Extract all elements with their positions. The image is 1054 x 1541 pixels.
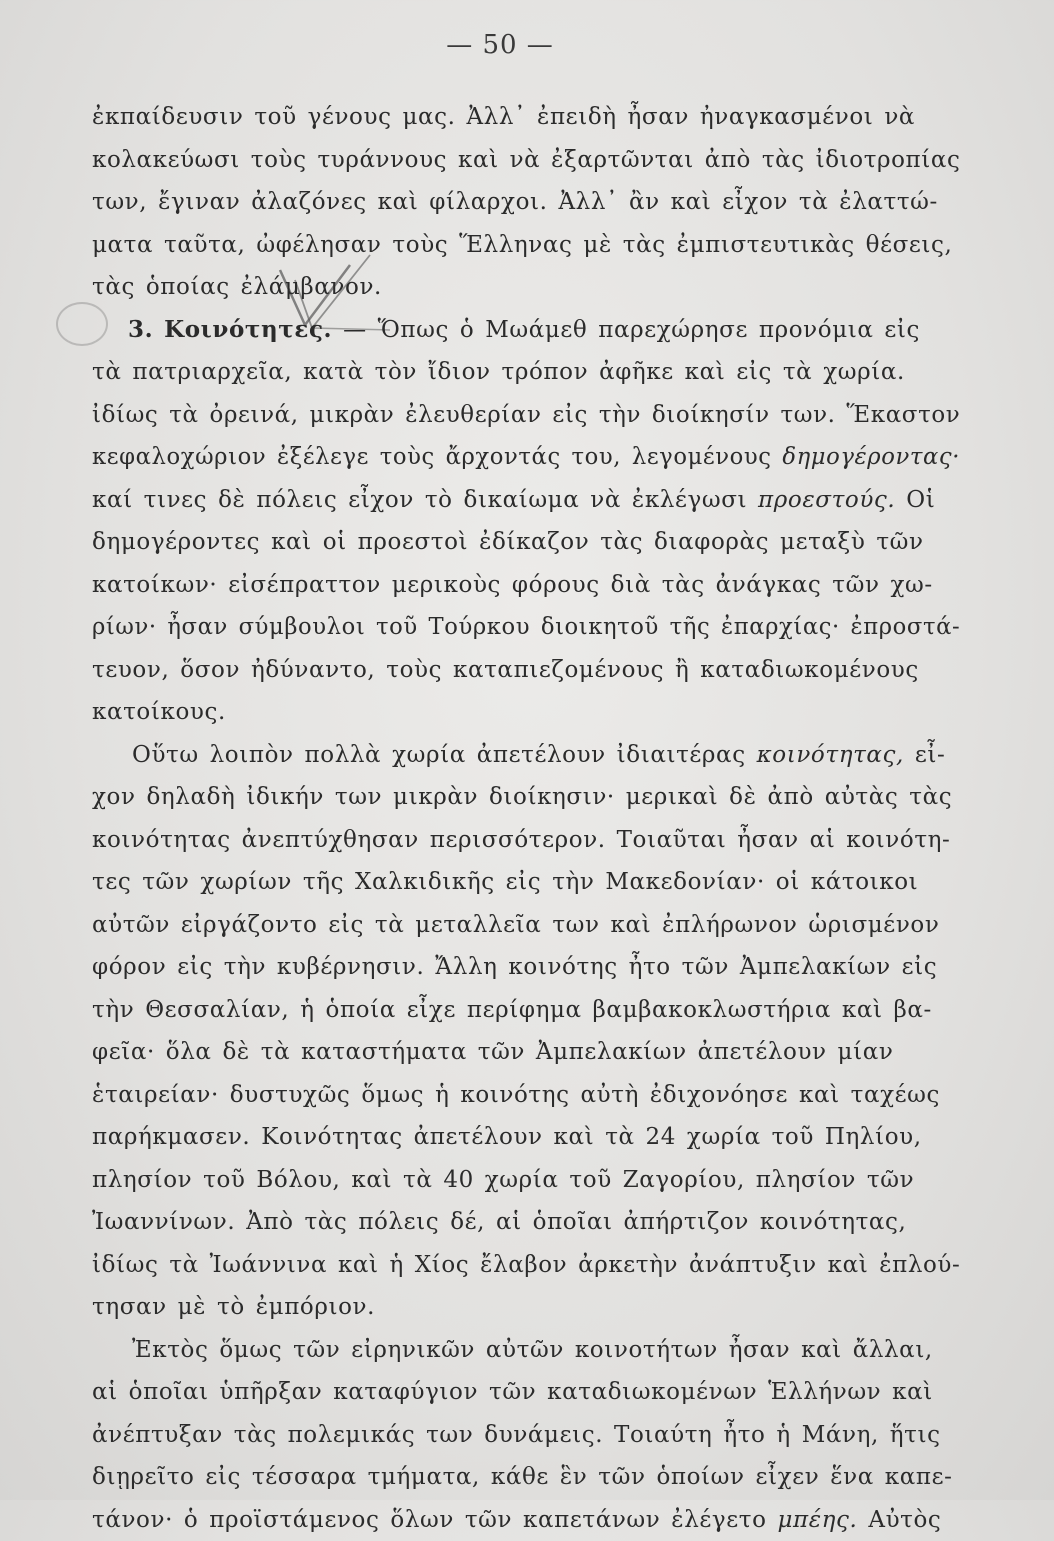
text-line: δημογέροντες καὶ οἱ προεστοὶ ἐδίκαζον τὰς διαφορὰς μεταξὺ τῶν (92, 521, 960, 564)
text-line: Ἰωαννίνων. Ἀπὸ τὰς πόλεις δέ, αἱ ὁποῖαι ἀπήρτιζον κοινότητας, (92, 1201, 960, 1244)
text-line: ἐκπαίδευσιν τοῦ γένους μας. Ἀλλ᾽ ἐπειδὴ ἦσαν ἠναγκασμένοι νὰ (92, 96, 960, 139)
text-line: τὰς ὁποίας ἐλάμβανον. (92, 266, 960, 309)
section-heading: Κοινότητες. (164, 316, 332, 343)
text-line: κολακεύωσι τοὺς τυράννους καὶ νὰ ἐξαρτῶνται ἀπὸ τὰς ἰδιοτροπίας (92, 139, 959, 182)
text-line: αὐτῶν εἰργάζοντο εἰς τὰ μεταλλεῖα των καὶ ἐπλήρωνον ὡρισμένον (92, 904, 960, 947)
text-line: φεῖα· ὅλα δὲ τὰ καταστήματα τῶν Ἀμπελακίων ἀπετέλουν μίαν (92, 1031, 960, 1074)
section-heading-line (92, 309, 960, 352)
text-line: τες τῶν χωρίων τῆς Χαλκιδικῆς εἰς τὴν Μακεδονίαν· οἱ κάτοικοι (92, 861, 960, 904)
text-line (92, 1499, 960, 1541)
text-line: κατοίκους. (92, 691, 960, 734)
text-line: ἀνέπτυξαν τὰς πολεμικάς των δυνάμεις. Τοιαύτη ἦτο ἡ Μάνη, ἥτις (92, 1414, 960, 1457)
section-number: 3. (128, 316, 153, 343)
text-segment: Οὕτω λοιπὸν πολλὰ χωρία ἀπετέλουν ἰδιαιτέρας (132, 742, 746, 768)
body-text (92, 96, 960, 1541)
emphasized-term: προεστούς. (758, 487, 895, 513)
text-line: ρίων· ἦσαν σύμβουλοι τοῦ Τούρκου διοικητοῦ τῆς ἐπαρχίας· ἐπροστά- (92, 606, 947, 649)
text-line: ἑταιρείαν· δυστυχῶς ὅμως ἡ κοινότης αὐτὴ ἐδιχονόησε καὶ ταχέως (92, 1074, 960, 1117)
text-line: τὴν Θεσσαλίαν, ἡ ὁποία εἶχε περίφημα βαμβακοκλωστήρια καὶ βα- (92, 989, 960, 1032)
text-line (92, 734, 960, 777)
text-line: αἱ ὁποῖαι ὑπῆρξαν καταφύγιον τῶν καταδιωκομένων Ἑλλήνων καὶ (92, 1371, 960, 1414)
text-line (92, 479, 960, 522)
text-line: φόρον εἰς τὴν κυβέρνησιν. Ἄλλη κοινότης ἦτο τῶν Ἀμπελακίων εἰς (92, 946, 960, 989)
text-line (92, 436, 948, 479)
text-line: ἰδίως τὰ ὀρεινά, μικρὰν ἐλευθερίαν εἰς τὴν διοίκησίν των. Ἕκαστον (92, 394, 958, 437)
text-segment: Οἱ (906, 487, 935, 513)
section-dash: — (343, 317, 367, 343)
section-first-text: Ὅπως ὁ Μωάμεθ παρεχώρησε προνόμια εἰς (378, 317, 920, 343)
text-line: ματα ταῦτα, ὠφέλησαν τοὺς Ἕλληνας μὲ τὰς ἐμπιστευτικὰς θέσεις, (92, 224, 960, 267)
text-segment: καί τινες δὲ πόλεις εἶχον τὸ δικαίωμα νὰ ἐκλέγωσι (92, 487, 747, 513)
text-line: διῃρεῖτο εἰς τέσσαρα τμήματα, κάθε ἓν τῶν ὁποίων εἶχεν ἕνα καπε- (92, 1456, 960, 1499)
page-number: — 50 — (0, 30, 1000, 60)
emphasized-term: κοινότητας, (757, 742, 904, 768)
text-segment: εἶ- (915, 742, 946, 768)
text-line: παρήκμασεν. Κοινότητας ἀπετέλουν καὶ τὰ 24 χωρία τοῦ Πηλίου, (92, 1116, 960, 1159)
text-line: τὰ πατριαρχεῖα, κατὰ τὸν ἴδιον τρόπον ἀφῆκε καὶ εἰς τὰ χωρία. (92, 351, 960, 394)
text-line: Ἐκτὸς ὅμως τῶν εἰρηνικῶν αὐτῶν κοινοτήτων ἦσαν καὶ ἄλλαι, (92, 1329, 960, 1372)
text-line: κατοίκων· εἰσέπραττον μερικοὺς φόρους διὰ τὰς ἀνάγκας τῶν χω- (92, 564, 960, 607)
emphasized-term: δημογέροντας· (782, 444, 960, 470)
emphasized-term: μπέης. (777, 1507, 857, 1533)
text-line: τησαν μὲ τὸ ἐμπόριον. (92, 1286, 960, 1329)
text-line: πλησίον τοῦ Βόλου, καὶ τὰ 40 χωρία τοῦ Ζαγορίου, πλησίον τῶν (92, 1159, 960, 1202)
text-line: χον δηλαδὴ ἰδικήν των μικρὰν διοίκησιν· μερικαὶ δὲ ἀπὸ αὐτὰς τὰς (92, 776, 960, 819)
text-segment: Αὐτὸς (868, 1507, 941, 1533)
text-segment: κεφαλοχώριον ἐξέλεγε τοὺς ἄρχοντάς του, λεγομένους (92, 444, 772, 470)
text-segment: τάνον· ὁ προϊστάμενος ὅλων τῶν καπετάνων ἐλέγετο (92, 1507, 767, 1533)
text-line: τευον, ὅσον ἠδύναντο, τοὺς καταπιεζομένους ἢ καταδιωκομένους (92, 649, 960, 692)
text-line: κοινότητας ἀνεπτύχθησαν περισσότερον. Τοιαῦται ἦσαν αἱ κοινότη- (92, 819, 960, 862)
text-line: των, ἔγιναν ἀλαζόνες καὶ φίλαρχοι. Ἀλλ᾽ ἂν καὶ εἶχον τὰ ἐλαττώ- (92, 181, 960, 224)
text-line: ἰδίως τὰ Ἰωάννινα καὶ ἡ Χίος ἔλαβον ἀρκετὴν ἀνάπτυξιν καὶ ἐπλού- (92, 1244, 959, 1287)
